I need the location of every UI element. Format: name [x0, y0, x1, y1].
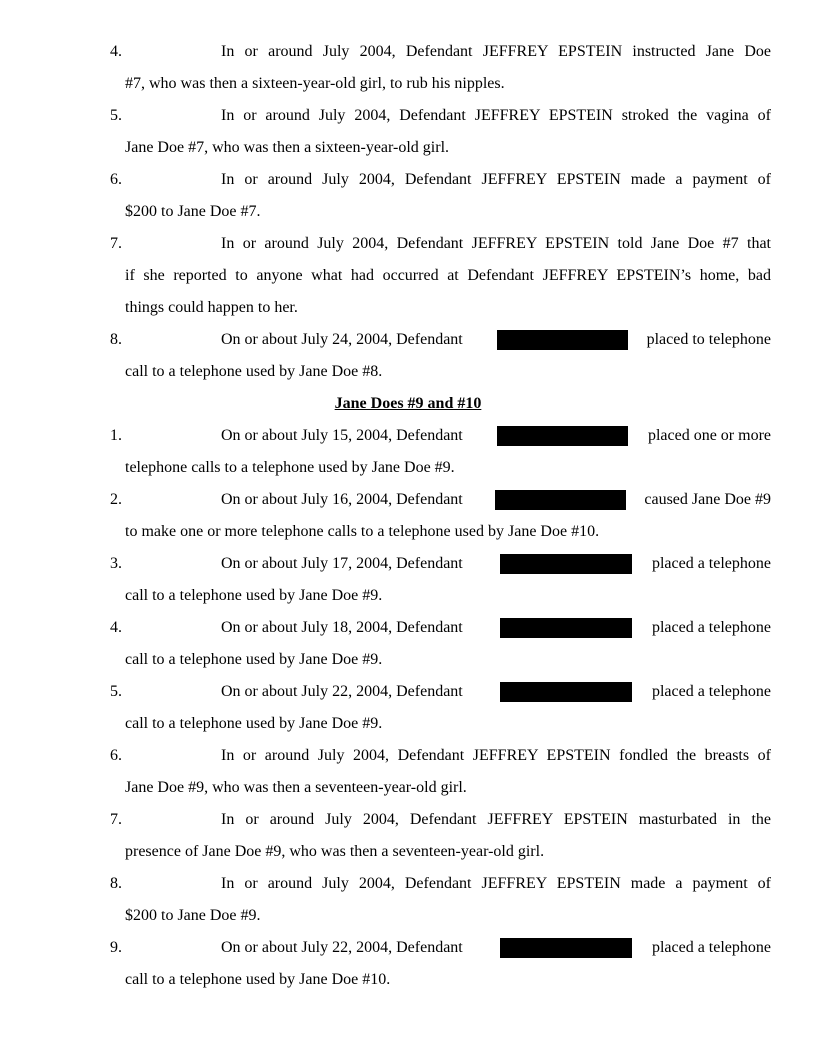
line-text-before-redaction: On or about July 24, 2004, Defendant: [221, 331, 463, 348]
paragraph-item: [0, 612, 816, 676]
redaction-box: [500, 554, 632, 574]
section-heading: Jane Does #9 and #10: [334, 395, 482, 412]
line-text-before-redaction: On or about July 18, 2004, Defendant: [221, 619, 463, 636]
line-text-before-redaction: On or about July 17, 2004, Defendant: [221, 555, 463, 572]
paragraph-line: [221, 548, 771, 580]
paragraph-line: call to a telephone used by Jane Doe #9.: [125, 715, 383, 732]
paragraph-item: [0, 740, 816, 804]
line-text-before-redaction: On or about July 15, 2004, Defendant: [221, 427, 463, 444]
paragraph-line: presence of Jane Doe #9, who was then a seventeen-year-old girl.: [125, 843, 545, 860]
paragraph-item: [0, 420, 816, 484]
paragraph-item: [0, 228, 816, 324]
paragraph-line: [221, 676, 771, 708]
paragraph-line: Jane Doe #7, who was then a sixteen-year-old girl.: [125, 139, 450, 156]
paragraph-line: [221, 484, 771, 516]
paragraph-number: 8.: [110, 331, 122, 348]
redaction-box: [500, 682, 632, 702]
paragraph-number: 5.: [110, 107, 122, 124]
paragraph-line: call to a telephone used by Jane Doe #8.: [125, 363, 383, 380]
paragraph-number: 1.: [110, 427, 122, 444]
paragraph-line: In or around July 2004, Defendant JEFFREY EPSTEIN made a payment of: [221, 171, 771, 188]
paragraph-line: Jane Doe #9, who was then a seventeen-year-old girl.: [125, 779, 467, 796]
paragraph-number: 5.: [110, 683, 122, 700]
paragraph-line: if she reported to anyone what had occurred at Defendant JEFFREY EPSTEIN’s home, bad: [125, 267, 771, 284]
line-text-after-redaction: placed a telephone: [651, 683, 771, 700]
line-text-before-redaction: On or about July 22, 2004, Defendant: [221, 683, 463, 700]
redaction-box: [497, 330, 628, 350]
paragraph-number: 7.: [110, 235, 122, 252]
paragraph-line: telephone calls to a telephone used by Jane Doe #9.: [125, 459, 455, 476]
paragraph-line: In or around July 2004, Defendant JEFFREY EPSTEIN told Jane Doe #7 that: [221, 235, 771, 252]
line-text-after-redaction: placed a telephone: [651, 619, 771, 636]
redaction-box: [500, 938, 632, 958]
redaction-box: [497, 426, 628, 446]
paragraph-item: [0, 164, 816, 228]
paragraph-line: call to a telephone used by Jane Doe #10.: [125, 971, 391, 988]
line-text-before-redaction: On or about July 16, 2004, Defendant: [221, 491, 463, 508]
paragraph-number: 6.: [110, 747, 122, 764]
paragraph-line: [221, 420, 771, 452]
paragraph-number: 8.: [110, 875, 122, 892]
paragraph-line: things could happen to her.: [125, 299, 298, 316]
line-text-after-redaction: placed a telephone: [651, 939, 771, 956]
paragraph-number: 6.: [110, 171, 122, 188]
paragraph-line: [221, 612, 771, 644]
paragraph-item: [0, 548, 816, 612]
line-text-after-redaction: placed a telephone: [651, 555, 771, 572]
redaction-box: [495, 490, 626, 510]
paragraph-line: #7, who was then a sixteen-year-old girl, to rub his nipples.: [125, 75, 505, 92]
paragraph-item: [0, 36, 816, 100]
paragraph-line: In or around July 2004, Defendant JEFFREY EPSTEIN fondled the breasts of: [221, 747, 771, 764]
paragraph-number: 3.: [110, 555, 122, 572]
paragraph-item: [0, 100, 816, 164]
line-text-before-redaction: On or about July 22, 2004, Defendant: [221, 939, 463, 956]
redaction-box: [500, 618, 632, 638]
paragraph-line: $200 to Jane Doe #7.: [125, 203, 261, 220]
paragraph-item: [0, 324, 816, 388]
paragraph-number: 4.: [110, 619, 122, 636]
paragraph-line: [221, 932, 771, 964]
paragraph-line: In or around July 2004, Defendant JEFFREY EPSTEIN instructed Jane Doe: [221, 43, 771, 60]
paragraph-number: 7.: [110, 811, 122, 828]
line-text-after-redaction: caused Jane Doe #9: [644, 491, 771, 508]
paragraph-item: [0, 804, 816, 868]
paragraph-line: $200 to Jane Doe #9.: [125, 907, 261, 924]
paragraph-line: call to a telephone used by Jane Doe #9.: [125, 651, 383, 668]
paragraph-item: [0, 868, 816, 932]
paragraph-line: call to a telephone used by Jane Doe #9.: [125, 587, 383, 604]
line-text-after-redaction: placed one or more: [647, 427, 771, 444]
paragraph-item: [0, 676, 816, 740]
paragraph-item: [0, 932, 816, 996]
paragraph-number: 2.: [110, 491, 122, 508]
line-text-after-redaction: placed to telephone: [646, 331, 771, 348]
paragraph-line: In or around July 2004, Defendant JEFFREY EPSTEIN masturbated in the: [221, 811, 771, 828]
paragraph-line: In or around July 2004, Defendant JEFFREY EPSTEIN stroked the vagina of: [221, 107, 771, 124]
paragraph-line: [221, 324, 771, 356]
paragraph-number: 4.: [110, 43, 122, 60]
paragraph-item: [0, 484, 816, 548]
paragraph-line: In or around July 2004, Defendant JEFFREY EPSTEIN made a payment of: [221, 875, 771, 892]
paragraph-line: to make one or more telephone calls to a telephone used by Jane Doe #10.: [125, 523, 600, 540]
paragraph-number: 9.: [110, 939, 122, 956]
